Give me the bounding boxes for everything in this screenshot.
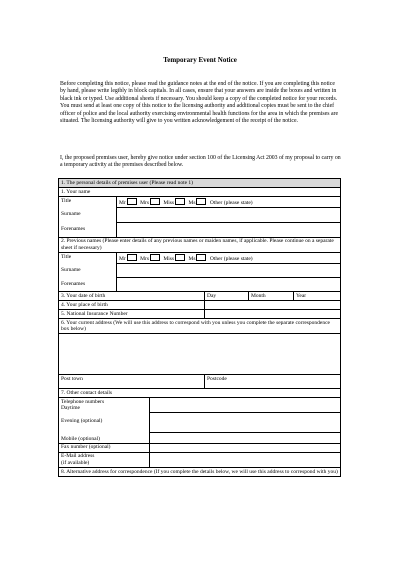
forenames2-label: Forenames xyxy=(59,278,117,292)
surname2-label: Surname xyxy=(59,264,117,278)
title-option-other: Other (please state) xyxy=(209,199,253,206)
ni-number-label: 5. National Insurance Number xyxy=(59,309,205,318)
current-address-label: 6. Your current address (We will use this address to correspond with you unless you complete the separate correspondence box below) xyxy=(59,318,341,333)
telephone-numbers-text: Telephone numbers xyxy=(61,398,105,405)
forenames-label: Forenames xyxy=(59,222,117,237)
title-mrs-checkbox[interactable] xyxy=(150,198,160,205)
evening-field[interactable] xyxy=(150,413,341,433)
title2-label: Title xyxy=(59,253,117,264)
forenames-field[interactable] xyxy=(117,222,341,237)
postcode-label[interactable]: Postcode xyxy=(205,375,341,389)
other-contact-label: 7. Other contact details xyxy=(59,389,341,398)
title2-option-miss: Miss xyxy=(163,255,175,262)
title2-ms-checkbox[interactable] xyxy=(196,254,206,261)
daytime-text: Daytime xyxy=(61,405,80,412)
previous-names-label: 2. Previous names (Please enter details of any previous names or maiden names, if applicable. Please continue on a separate sheet if necessary) xyxy=(59,237,341,252)
title-option-ms: Ms xyxy=(188,199,196,206)
fax-field[interactable] xyxy=(150,443,341,452)
document-title: Temporary Event Notice xyxy=(163,56,237,64)
evening-label: Evening (optional) xyxy=(59,413,150,433)
mobile-label: Mobile (optional) xyxy=(59,433,150,444)
title-mr-checkbox[interactable] xyxy=(127,198,137,205)
title-miss-checkbox[interactable] xyxy=(175,198,185,205)
title2-option-mr: Mr xyxy=(119,255,126,262)
title2-mrs-checkbox[interactable] xyxy=(150,254,160,261)
dob-label: 3. Your date of birth xyxy=(59,292,205,301)
title2-option-ms: Ms xyxy=(188,255,196,262)
mobile-field[interactable] xyxy=(150,433,341,444)
place-of-birth-label: 4. Your place of birth xyxy=(59,300,205,309)
title-options xyxy=(117,196,341,207)
surname2-field[interactable] xyxy=(117,264,341,278)
intro-paragraph: Before completing this notice, please read the guidance notes at the end of the notice. If you are completing this notice by hand, please write legibly in block capitals. In all cases, ensure that your answers are inside the boxes and written in black ink or typed. Use additional sheets if necessary. You should keep a copy of the completed notice for your records. You must send at least one copy of this notice to the licensing authority and additional copies must be sent to the chief officer of police and the local authority exercising environmental health functions for the area in which the premises are situated. The licensing authority will give to you written acknowledgement of the receipt of the notice. xyxy=(60,81,339,125)
forenames2-field[interactable] xyxy=(117,278,341,292)
title-option-mr: Mr xyxy=(119,199,126,206)
title2-options xyxy=(117,253,341,264)
email-field[interactable] xyxy=(150,452,341,467)
telephone-label xyxy=(59,398,150,413)
alt-address-label: 8. Alternative address for correspondence (If you complete the details below, we will use this address to correspond with you) xyxy=(59,468,341,477)
surname-label: Surname xyxy=(59,207,117,222)
dob-day[interactable]: Day xyxy=(205,292,249,301)
personal-details-form xyxy=(58,178,341,477)
title2-mr-checkbox[interactable] xyxy=(127,254,137,261)
daytime-field[interactable] xyxy=(150,398,341,413)
ni-number-field[interactable] xyxy=(205,309,341,318)
title-label: Title xyxy=(59,196,117,207)
section-heading: 1. The personal details of premises user (Please read note 1) xyxy=(59,179,341,188)
title-option-mrs: Mrs xyxy=(140,199,149,206)
title2-miss-checkbox[interactable] xyxy=(175,254,185,261)
current-address-field[interactable] xyxy=(59,334,341,375)
dob-year[interactable]: Year xyxy=(294,292,341,301)
title-option-miss: Miss xyxy=(163,199,175,206)
title2-option-other: Other (please state) xyxy=(209,255,253,262)
place-of-birth-field[interactable] xyxy=(205,300,341,309)
email-text: E-Mail address xyxy=(61,453,95,460)
declaration-paragraph: I, the proposed premises user, hereby give notice under section 100 of the Licensing Act 2003 of my proposal to carry on a temporary activity at the premises described below. xyxy=(60,155,341,169)
email-label xyxy=(59,452,150,467)
fax-label: Fax number (optional) xyxy=(59,443,150,452)
title2-option-mrs: Mrs xyxy=(140,255,149,262)
your-name-label: 1. Your name xyxy=(59,187,341,196)
dob-month[interactable]: Month xyxy=(249,292,294,301)
post-town-label[interactable]: Post town xyxy=(59,375,205,389)
surname-field[interactable] xyxy=(117,207,341,222)
email-sub-text: (if available) xyxy=(61,459,90,466)
title-ms-checkbox[interactable] xyxy=(196,198,206,205)
